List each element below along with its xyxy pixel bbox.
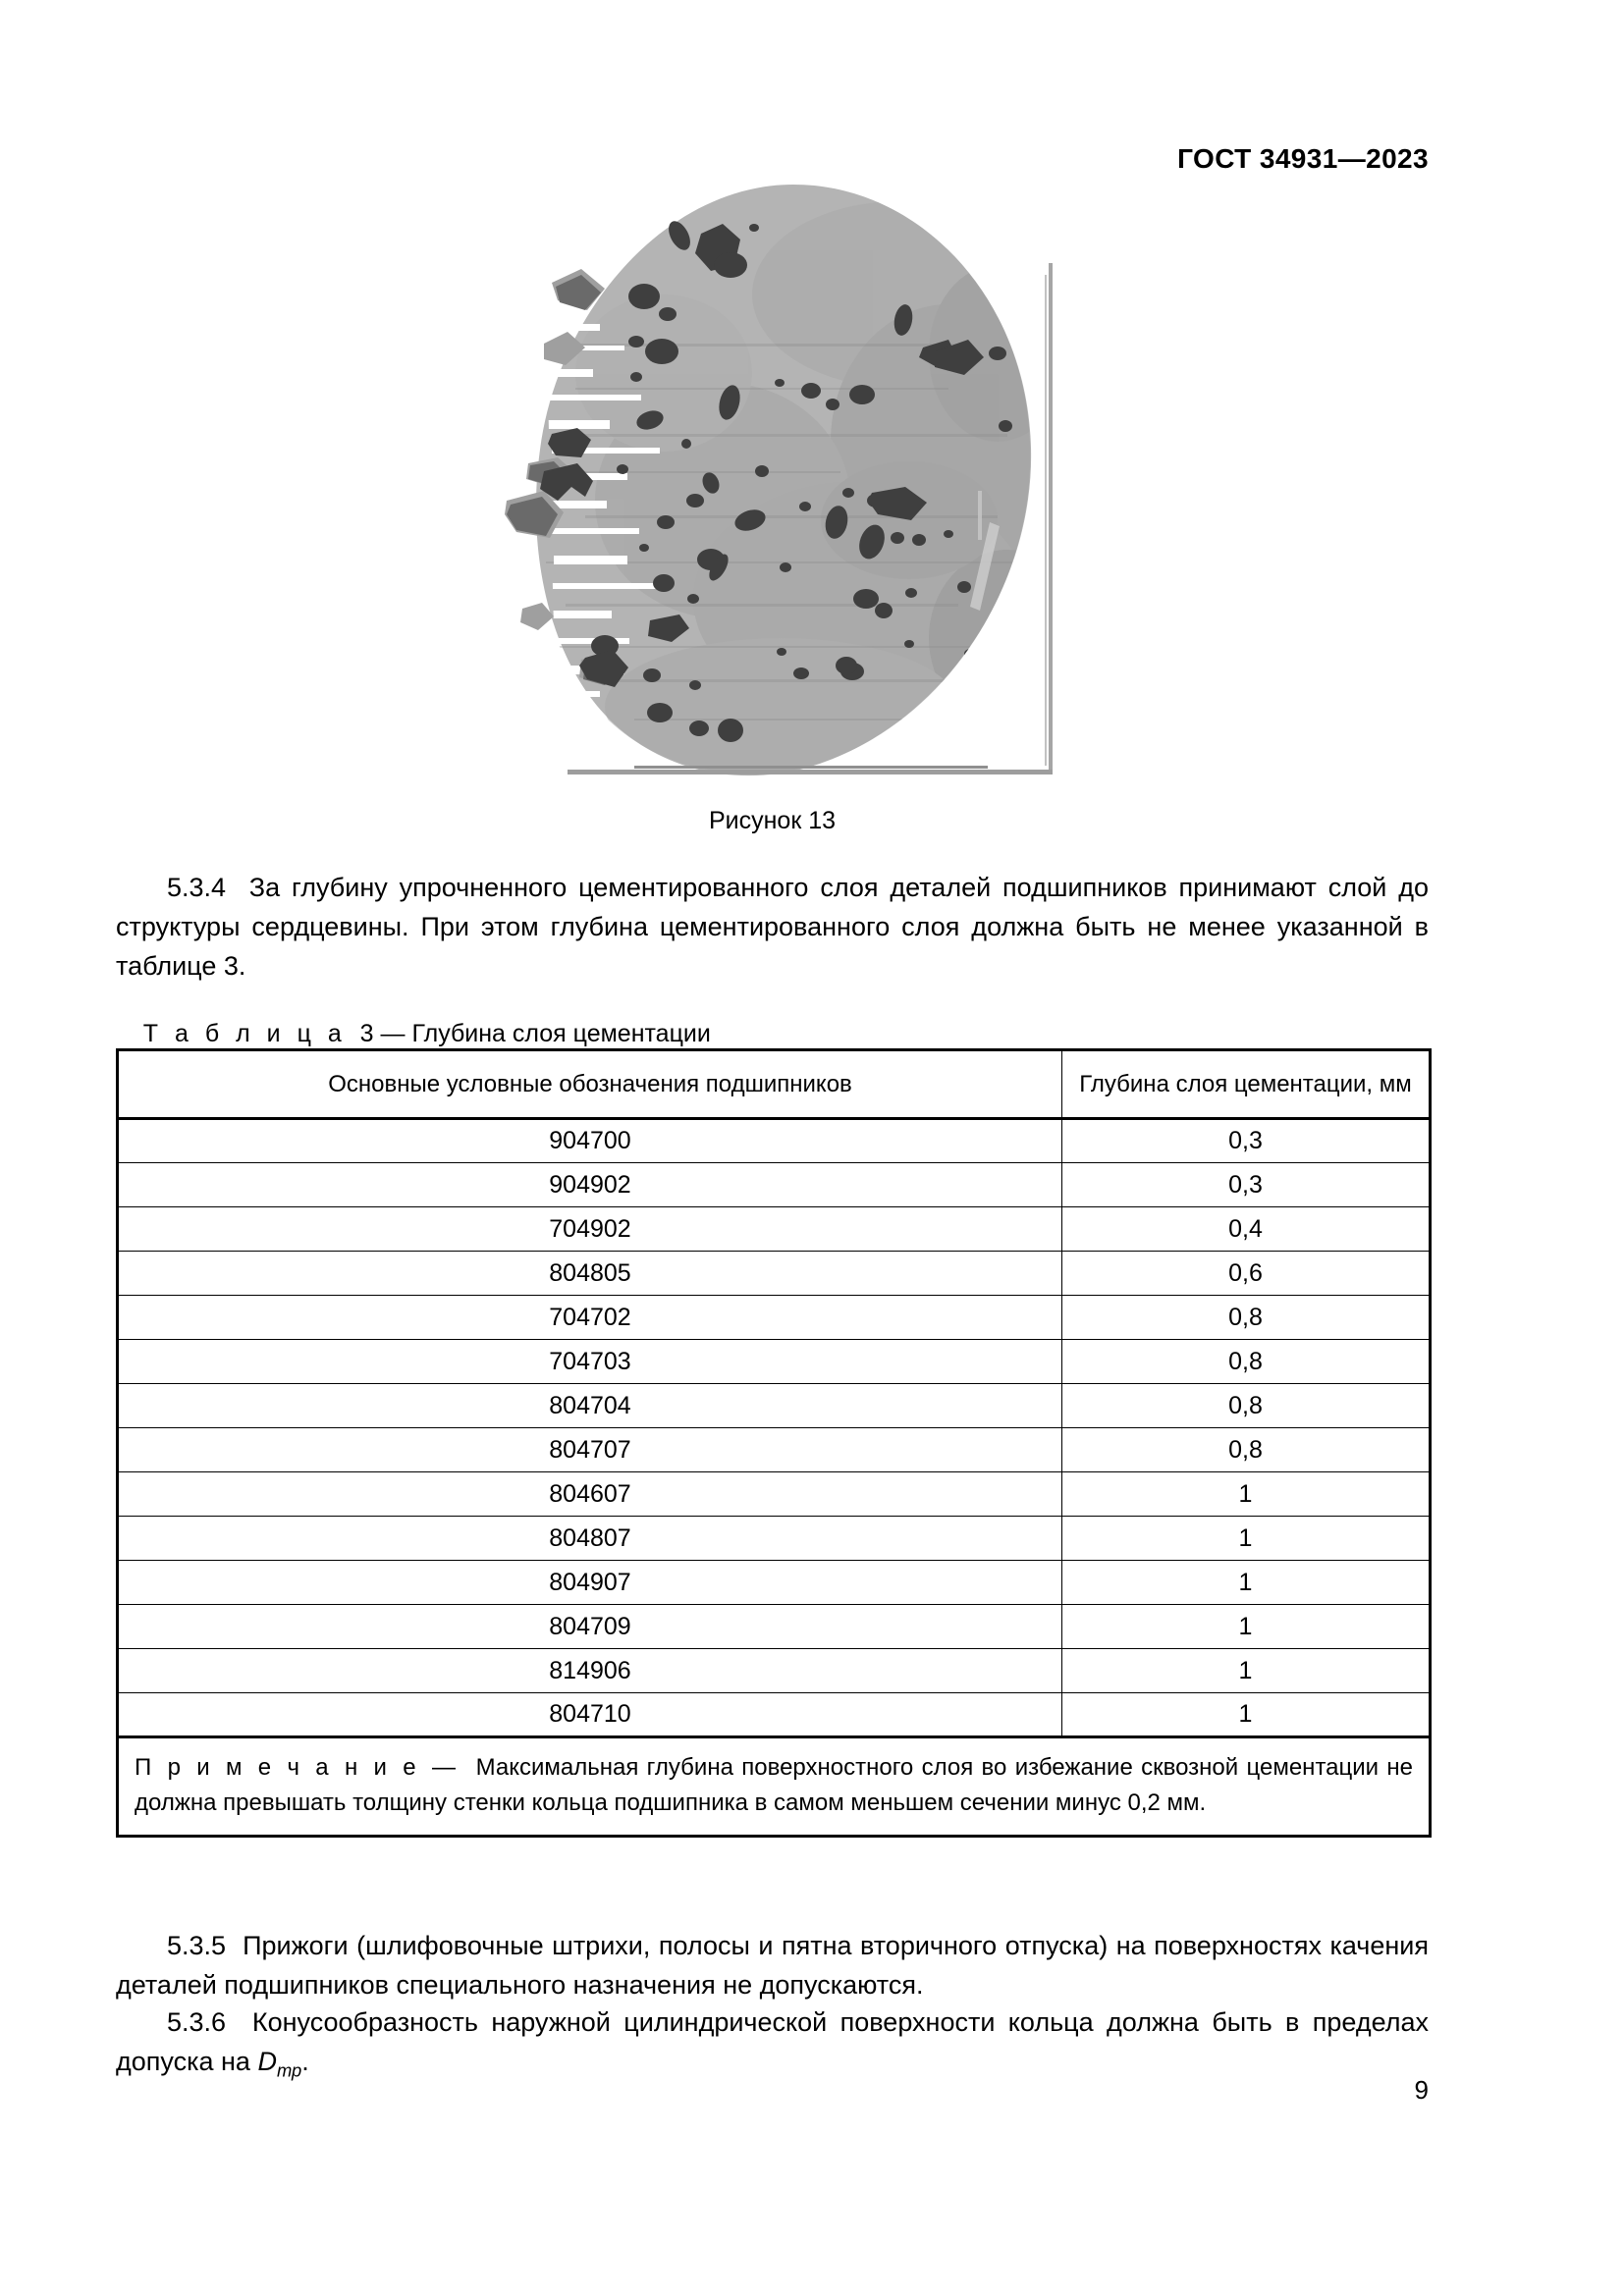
paragraph-5-3-4 xyxy=(116,868,1429,986)
table-note-lead: П р и м е ч а н и е — xyxy=(135,1754,460,1781)
table-title-text: Глубина слоя цементации xyxy=(411,1020,711,1047)
table-row xyxy=(118,1605,1431,1649)
paragraph-5-3-5 xyxy=(116,1926,1429,2004)
cell-depth: 0,8 xyxy=(1062,1296,1431,1340)
column-header-designation: Основные условные обозначения подшипников xyxy=(118,1050,1062,1119)
table-row xyxy=(118,1252,1431,1296)
cell-designation: 804907 xyxy=(118,1561,1062,1605)
cell-depth: 1 xyxy=(1062,1649,1431,1693)
cell-depth: 0,3 xyxy=(1062,1119,1431,1163)
table-row xyxy=(118,1561,1431,1605)
cell-designation: 904700 xyxy=(118,1119,1062,1163)
cell-designation: 704902 xyxy=(118,1207,1062,1252)
table-foot xyxy=(118,1737,1431,1837)
symbol-d-tr xyxy=(257,2047,302,2081)
figure-block xyxy=(116,177,1429,795)
cell-depth: 1 xyxy=(1062,1693,1431,1737)
running-head-standard-number: ГОСТ 34931—2023 xyxy=(1177,143,1429,174)
table-row xyxy=(118,1207,1431,1252)
table-note-row xyxy=(118,1737,1431,1837)
cell-depth: 1 xyxy=(1062,1517,1431,1561)
paragraph-text-534: За глубину упрочненного цементированного слоя деталей подшипников принимают слой до структуры сердцевины. При этом глубина цементированного слоя должна быть не менее указанной в таблице 3. xyxy=(116,873,1429,981)
cell-designation: 704703 xyxy=(118,1340,1062,1384)
cell-designation: 804710 xyxy=(118,1693,1062,1737)
table-body xyxy=(118,1119,1431,1737)
table-row xyxy=(118,1428,1431,1472)
cell-designation: 804707 xyxy=(118,1428,1062,1472)
symbol-subscript: тр xyxy=(276,2059,302,2081)
table-row xyxy=(118,1472,1431,1517)
cell-designation: 904902 xyxy=(118,1163,1062,1207)
table-row xyxy=(118,1384,1431,1428)
paragraph-text-536: Конусообразность наружной цилиндрической поверхности кольца должна быть в пределах допуска на xyxy=(116,2007,1429,2076)
cell-designation: 804607 xyxy=(118,1472,1062,1517)
cementation-depth-table xyxy=(116,1048,1432,1838)
column-header-depth: Глубина слоя цементации, мм xyxy=(1062,1050,1431,1119)
cell-depth: 0,8 xyxy=(1062,1384,1431,1428)
micrograph-image xyxy=(487,177,1086,790)
cell-depth: 1 xyxy=(1062,1472,1431,1517)
paragraph-number-535: 5.3.5 xyxy=(167,1931,227,1960)
paragraph-number-536: 5.3.6 xyxy=(167,2007,227,2037)
micrograph-svg xyxy=(487,177,1086,790)
symbol-base: D xyxy=(257,2047,277,2076)
cell-depth: 0,6 xyxy=(1062,1252,1431,1296)
table-title-dash: — xyxy=(380,1020,406,1047)
page-number: 9 xyxy=(1414,2075,1429,2105)
table-number: 3 xyxy=(359,1020,374,1047)
table-row xyxy=(118,1163,1431,1207)
cell-designation: 814906 xyxy=(118,1649,1062,1693)
table-head xyxy=(118,1050,1431,1119)
cell-designation: 804805 xyxy=(118,1252,1062,1296)
table-row xyxy=(118,1649,1431,1693)
paragraph-text-536-end: . xyxy=(301,2047,309,2076)
table-row xyxy=(118,1296,1431,1340)
cell-designation: 804807 xyxy=(118,1517,1062,1561)
cell-depth: 0,8 xyxy=(1062,1340,1431,1384)
cell-designation: 704702 xyxy=(118,1296,1062,1340)
cell-depth: 1 xyxy=(1062,1605,1431,1649)
cell-depth: 0,4 xyxy=(1062,1207,1431,1252)
table-row xyxy=(118,1340,1431,1384)
cell-depth: 1 xyxy=(1062,1561,1431,1605)
cell-designation: 804704 xyxy=(118,1384,1062,1428)
figure-caption: Рисунок 13 xyxy=(708,807,837,834)
table-header-row xyxy=(118,1050,1431,1119)
table-note-cell xyxy=(118,1737,1431,1837)
table-note-text: Максимальная глубина поверхностного слоя во избежание сквозной цементации не должна превышать толщину стенки кольца подшипника в самом меньшем сечении минус 0,2 мм. xyxy=(135,1754,1413,1816)
paragraph-text-535: Прижоги (шлифовочные штрихи, полосы и пятна вторичного отпуска) на поверхностях качения деталей подшипников специального назначения не допускаются. xyxy=(116,1931,1429,2000)
frame-right-line xyxy=(1049,263,1053,774)
table-row xyxy=(118,1517,1431,1561)
cell-depth: 0,3 xyxy=(1062,1163,1431,1207)
table-row xyxy=(118,1119,1431,1163)
cell-depth: 0,8 xyxy=(1062,1428,1431,1472)
frame-bottom-line xyxy=(568,770,1053,774)
paragraph-number-534: 5.3.4 xyxy=(167,873,227,902)
cell-designation: 804709 xyxy=(118,1605,1062,1649)
table-label: Т а б л и ц а xyxy=(142,1020,347,1047)
table-row xyxy=(118,1693,1431,1737)
